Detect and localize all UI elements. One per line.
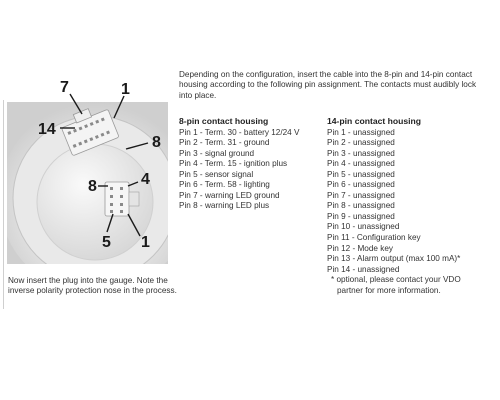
callout-label-1-top: 1 — [121, 81, 130, 98]
list-item: Pin 7 - unassigned — [327, 190, 395, 200]
footnote-line-2: partner for more information. — [337, 285, 441, 295]
list-item: Pin 2 - Term. 31 - ground — [179, 138, 270, 148]
list-item: Pin 4 - unassigned — [327, 159, 395, 169]
list-item: Pin 1 - unassigned — [327, 127, 395, 137]
list-item: Pin 14 - unassigned — [327, 264, 400, 274]
pin-table-14-heading: 14-pin contact housing — [327, 116, 422, 126]
list-item: Pin 3 - signal ground — [179, 148, 255, 158]
list-item: Pin 11 - Configuration key — [327, 233, 421, 243]
list-item: Pin 3 - unassigned — [327, 148, 395, 158]
pin-table-8-heading: 8-pin contact housing — [179, 116, 269, 126]
pin-table-8 — [179, 116, 324, 212]
pin-list-8 — [179, 128, 324, 212]
callout-label-1-bottom: 1 — [141, 234, 150, 251]
list-item: Pin 7 - warning LED ground — [179, 190, 280, 200]
list-item: Pin 2 - unassigned — [327, 138, 395, 148]
list-item: Pin 6 - unassigned — [327, 180, 395, 190]
callout-label-7: 7 — [60, 79, 69, 96]
list-item: Pin 13 - Alarm output (max 100 mA)* — [327, 254, 461, 264]
list-item: Pin 8 - warning LED plus — [179, 201, 270, 211]
plug-insert-caption: Now insert the plug into the gauge. Note the inverse polarity protection nose in the process. — [8, 276, 177, 295]
list-item: Pin 12 - Mode key — [327, 243, 393, 253]
left-divider-line — [3, 100, 4, 309]
callout-label-5: 5 — [102, 234, 111, 251]
list-item: Pin 8 - unassigned — [327, 201, 395, 211]
list-item: Pin 6 - Term. 58 - lighting — [179, 180, 270, 190]
list-item: Pin 5 - unassigned — [327, 169, 395, 179]
footnote-line-1: * optional, please contact your VDO — [331, 275, 461, 285]
list-item: Pin 4 - Term. 15 - ignition plus — [179, 159, 288, 169]
pin-table-14 — [327, 116, 487, 296]
list-item: Pin 1 - Term. 30 - battery 12/24 V — [179, 127, 300, 137]
list-item: Pin 9 - unassigned — [327, 211, 395, 221]
pin-list-14 — [327, 128, 487, 297]
callout-label-8-mid: 8 — [88, 178, 97, 195]
list-item: Pin 10 - unassigned — [327, 222, 400, 232]
intro-paragraph: Depending on the configuration, insert the cable into the 8-pin and 14-pin contact housing according to the following pin assignment. The contacts must audibly lock into place. — [179, 70, 477, 100]
list-item: Pin 5 - sensor signal — [179, 169, 254, 179]
callout-label-14: 14 — [38, 121, 56, 138]
callout-label-4: 4 — [141, 171, 150, 188]
callout-label-8-right: 8 — [152, 134, 161, 151]
